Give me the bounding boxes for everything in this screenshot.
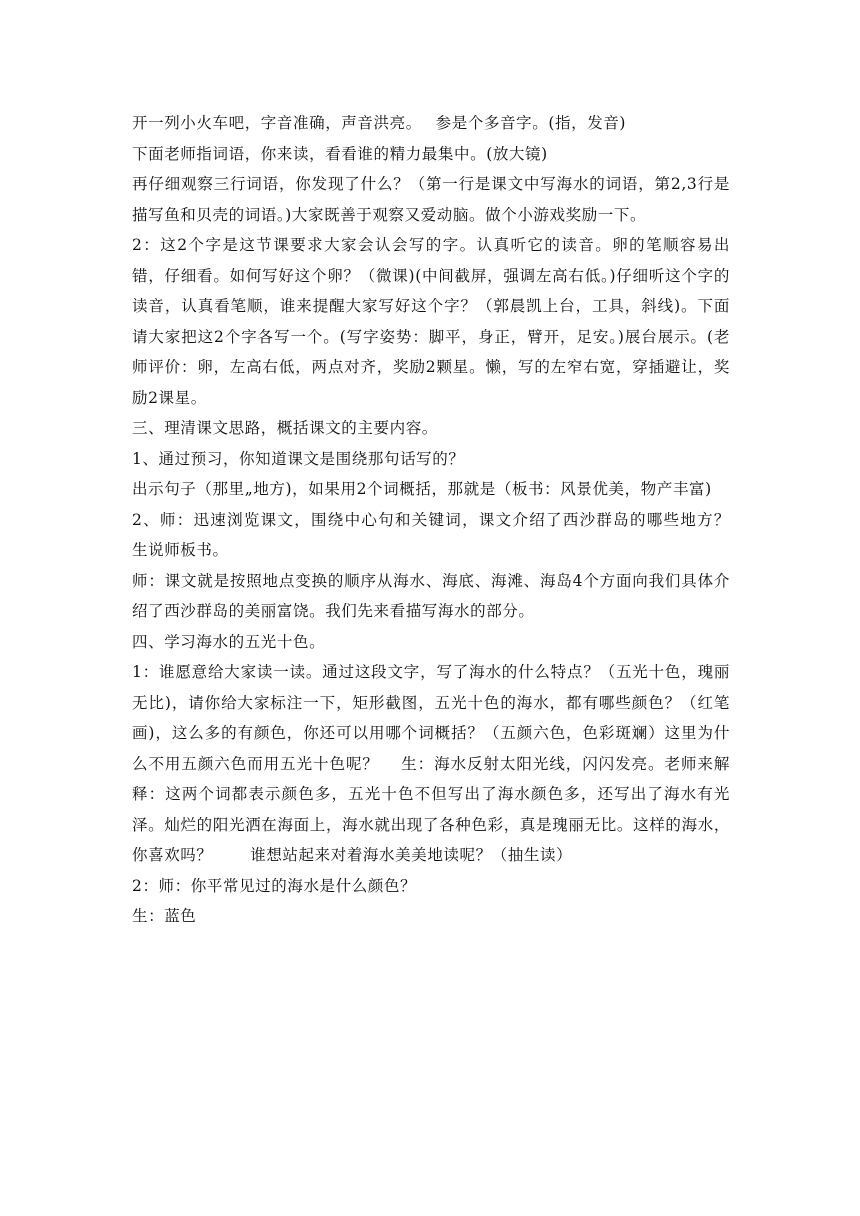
paragraph-browse-text: 2、师：迅速浏览课文，围绕中心句和关键词，课文介绍了西沙群岛的哪些地方？ 生说师板书。 <box>132 510 752 559</box>
paragraph-word-reading: 下面老师指词语，你来读，看看谁的精力最集中。(放大镜) <box>132 144 548 163</box>
paragraph-observe-words: 再仔细观察三行词语，你发现了什么？（第一行是课文中写海水的词语，第2,3行是描写鱼和贝壳的词语。)大家既善于观察又爱动脑。做个小游戏奖励一下。 <box>132 175 730 224</box>
paragraph-sea-colors: 1：谁愿意给大家读一读。通过这段文字，写了海水的什么特点？（五光十色，瑰丽无比)，请你给大家标注一下，矩形截图，五光十色的海水，都有哪些颜色？（红笔画)，这么多的有颜色，你还可以用哪个词概括？（五颜六色，色彩斑斓）这里为什么不用五颜六色而用五光十色呢？ 生：海水反射太阳光线，闪闪发亮。老师来解释：这两个词都表示颜色多，五光十色不但写出了海水颜色多，还写出了海水有光泽。灿烂的阳光洒在海面上，海水就出现了各种色彩，真是瑰丽无比。这样的海水，你喜欢吗？ 谁想站起来对着海水美美地读呢？（抽生读） <box>132 663 730 864</box>
paragraph-teacher-summary: 师：课文就是按照地点变换的顺序从海水、海底、海滩、海岛4个方面向我们具体介绍了西沙群岛的美丽富饶。我们先来看描写海水的部分。 <box>132 571 730 620</box>
document-body <box>132 108 752 932</box>
section-heading-3: 三、理清课文思路，概括课文的主要内容。 <box>132 419 438 437</box>
paragraph-show-sentence: 出示句子（那里„地方)，如果用2个词概括，那就是（板书：风景优美，物产丰富) <box>132 480 712 498</box>
paragraph-train-reading: 开一列小火车吧，字音准确，声音洪亮。 参是个多音字。(指，发音) <box>132 114 627 132</box>
paragraph-student-answer: 生：蓝色 <box>132 907 197 925</box>
paragraph-preview-question: 1、通过预习，你知道课文是围绕那句话写的？ <box>132 449 465 468</box>
paragraph-teacher-question: 2：师：你平常见过的海水是什么颜色？ <box>132 876 417 895</box>
paragraph-character-writing: 2：这2个字是这节课要求大家会认会写的字。认真听它的读音。卵的笔顺容易出错，仔细看。如何写好这个卵？（微课)(中间截屏，强调左高右低。)仔细听这个字的读音，认真看笔顺，谁来提醒大家写好这个字？（郭晨凯上台，工具，斜线)。下面请大家把这2个字各写一个。(写字姿势：脚平，身正，臂开，足安。)展台展示。(老师评价：卵，左高右低，两点对齐，奖励2颗星。懒，写的左窄右宽，穿插避让，奖励2课星。 <box>132 236 730 407</box>
section-heading-4: 四、学习海水的五光十色。 <box>132 632 326 651</box>
